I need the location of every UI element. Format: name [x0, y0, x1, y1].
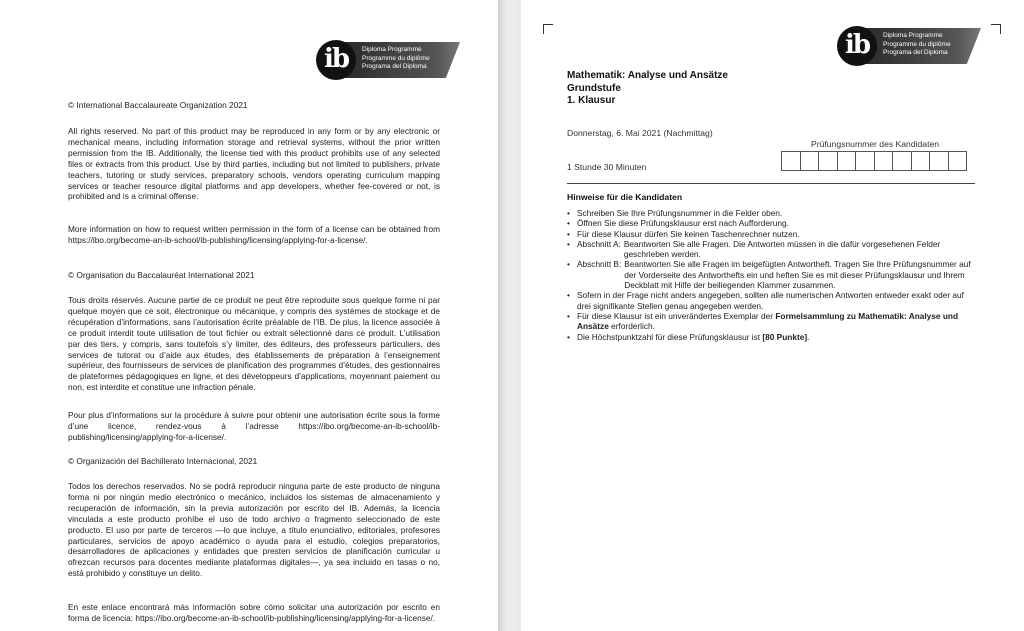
corner-mark [991, 24, 1001, 34]
ib-logo-mark: ib [837, 26, 877, 66]
exam-date: Donnerstag, 6. Mai 2021 (Nachmittag) [567, 128, 713, 138]
instruction-item [567, 239, 977, 260]
instruction-text: Für diese Klausur ist ein unverändertes Exemplar der [577, 310, 776, 321]
candidate-digit-box [837, 151, 857, 171]
formula-booklet-name: Formelsammlung zu Mathematik: Analyse und Ansätze [577, 310, 959, 332]
instruction-item [567, 311, 977, 332]
candidate-number-label: Prüfungsnummer des Kandidaten [811, 139, 940, 149]
max-marks: [80 Punkte] [762, 331, 808, 342]
left-page [0, 0, 498, 631]
logo-line: Programa del Diploma [362, 63, 427, 71]
ib-logo [316, 40, 460, 80]
license-info-en: More information on how to request written permission in the form of a license can be obtained from https://ibo.org/become-an-ib-school/ib-publishing/licensing/applying-for-a-license/. [68, 224, 440, 245]
header-divider [567, 183, 975, 184]
instruction-item: • Schreiben Sie Ihre Prüfungsnummer in die Felder oben. [567, 208, 977, 218]
ib-logo-mark: ib [316, 40, 356, 80]
section-b-label: • Abschnitt B: [577, 259, 622, 270]
instruction-text: erforderlich. [608, 321, 655, 332]
section-b-text: Beantworten Sie alle Fragen im beigefügten Antwortheft. Tragen Sie Ihre Prüfungsnummer auf der Vorderseite des Antworthefts ein und heften Sie es mit dieser Prüfungsklausur und Ihrem Deckblatt mit Hilfe der beiliegenden Klammer zusammen. [624, 259, 971, 291]
ib-logo [837, 26, 981, 66]
exam-level: Grundstufe [567, 82, 621, 94]
candidate-digit-box [874, 151, 894, 171]
corner-mark [543, 24, 553, 34]
instruction-item: • Sofern in der Frage nicht anders angegeben, sollten alle numerischen Antworten entweder exakt oder auf drei signifikante Stellen genau angegeben werden. [567, 290, 977, 311]
candidate-digit-box [892, 151, 912, 171]
candidate-digit-box [800, 151, 820, 171]
exam-title [567, 70, 728, 108]
logo-line: Diploma Programme [883, 32, 943, 39]
instructions-list [567, 208, 977, 342]
copyright-en: © International Baccalaureate Organization 2021 [68, 100, 248, 110]
candidate-digit-box [911, 151, 931, 171]
logo-line: Programa del Diploma [883, 49, 948, 57]
instruction-item [567, 259, 977, 290]
copyright-es: © Organización del Bachillerato Internacional, 2021 [68, 456, 258, 466]
candidate-digit-box [948, 151, 968, 171]
candidate-digit-box [781, 151, 801, 171]
section-a-label: • Abschnitt A: [577, 238, 621, 249]
license-info-fr: Pour plus d’informations sur la procédure à suivre pour obtenir une autorisation écrite sous la forme d’une licence, rendez-vous à l’adresse https://ibo.org/become-an-ib-school/ib-publishing/licensing/applying-for-a-license/. [68, 410, 440, 442]
candidate-number-boxes [781, 151, 966, 171]
copyright-fr: © Organisation du Baccalauréat International 2021 [68, 270, 255, 280]
rights-paragraph-fr: Tous droits réservés. Aucune partie de ce produit ne peut être reproduite sous quelque forme ni par quelque moyen que ce soit, électronique ou mécanique, y compris des systèmes de stockage et de récupération d’informations, sans l’autorisation écrite préalable de l’IB. De plus, la licence associée à ce produit interdit toute utilisation de tout fichier ou extrait sélectionné dans ce produit. L’utilisation par des tiers, y compris, sans toutefois s’y limiter, des éditeurs, des professeurs particuliers, des services de tutorat ou d’aide aux études, des établissements de préparation à l’enseignement supérieur, des fournisseurs de services de planification des programmes d’études, des gestionnaires de plateformes pédagogiques en ligne, et des développeurs d’applications, moyennant paiement ou non, est interdite et constitue une infraction pénale. [68, 295, 440, 393]
instruction-item [567, 332, 977, 342]
section-a-text: Beantworten Sie alle Fragen. Die Antworten müssen in die dafür vorgesehenen Felder geschrieben werden. [623, 238, 941, 260]
instruction-text: . [807, 331, 810, 342]
rights-paragraph-en: All rights reserved. No part of this product may be reproduced in any form or by any electronic or mechanical means, including information storage and retrieval systems, without the prior written permission from the IB. Additionally, the license tied with this product prohibits use of any selected files or extracts from this product. Use by third parties, including but not limited to publishers, private teachers, tutoring or study services, preparatory schools, vendors operating curriculum mapping services or teacher resource digital platforms and app developers, whether fee-covered or not, is prohibited and is a criminal offense. [68, 126, 440, 202]
logo-line: Diploma Programme [362, 46, 422, 53]
right-page [521, 0, 1024, 631]
license-info-es: En este enlace encontrará más información sobre cómo solicitar una autorización por escrito en forma de licencia: https://ibo.org/become-an-ib-school/ib-publishing/licensing/applying-for-a-license/. [68, 602, 440, 623]
logo-line: Programme du diplôme [883, 40, 951, 48]
instruction-item: • Für diese Klausur dürfen Sie keinen Taschenrechner nutzen. [567, 229, 977, 239]
page-gap [498, 0, 521, 631]
exam-paper: 1. Klausur [567, 95, 616, 107]
candidate-digit-box [855, 151, 875, 171]
instruction-item: • Öffnen Sie diese Prüfungsklausur erst nach Aufforderung. [567, 218, 977, 228]
exam-duration: 1 Stunde 30 Minuten [567, 162, 647, 172]
instructions-heading: Hinweise für die Kandidaten [567, 192, 683, 202]
candidate-digit-box [929, 151, 949, 171]
exam-subject: Mathematik: Analyse und Ansätze [567, 70, 728, 81]
candidate-digit-box [818, 151, 838, 171]
instruction-text: Die Höchstpunktzahl für diese Prüfungsklausur ist [577, 331, 763, 342]
logo-line: Programme du diplôme [362, 54, 430, 62]
rights-paragraph-es: Todos los derechos reservados. No se podrá reproducir ninguna parte de este producto de ninguna forma ni por ningún medio electrónico o mecánico, incluidos los sistemas de almacenamiento y recuperación de información, sin la previa autorización por escrito del IB. Además, la licencia vinculada a este producto prohíbe el uso de todo archivo o fragmento seleccionado de este producto. El uso por parte de terceros —lo que incluye, a título enunciativo, editoriales, profesores particulares, servicios de apoyo académico o ayuda para el estudio, colegios preparatorios, desarrolladores de aplicaciones y entidades que presten servicios de planificación curricular u ofrezcan recursos para docentes mediante plataformas digitales—, ya sea incluido en tasas o no, está prohibido y constituye un delito. [68, 481, 440, 579]
